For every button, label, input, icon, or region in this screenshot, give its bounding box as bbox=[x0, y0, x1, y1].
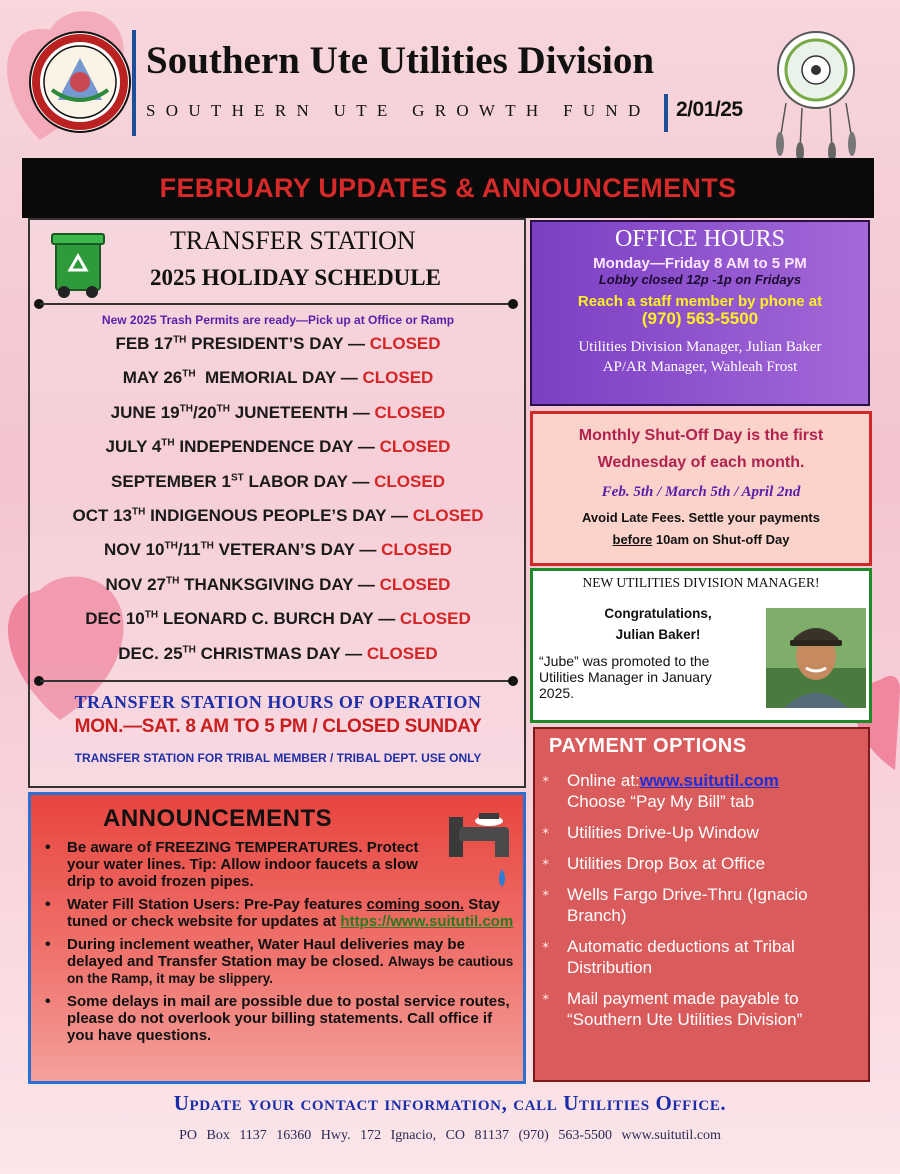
banner-text: FEBRUARY UPDATES & ANNOUNCEMENTS bbox=[159, 172, 737, 203]
date-suffix: TH bbox=[144, 609, 159, 621]
holiday-name: PRESIDENT’S DAY — bbox=[186, 334, 370, 353]
date-suffix: TH bbox=[200, 540, 214, 552]
payment-heading: PAYMENT OPTIONS bbox=[549, 735, 747, 757]
payment-option: Automatic deductions at Tribal Distribution bbox=[567, 937, 795, 977]
lobby-note: Lobby closed 12p -1p on Fridays bbox=[598, 272, 802, 287]
transfer-station-heading: TRANSFER STATION bbox=[170, 226, 416, 255]
new-manager-heading: NEW UTILITIES DIVISION MANAGER! bbox=[582, 575, 820, 590]
coming-soon-emphasis: coming soon. bbox=[366, 896, 465, 913]
announcements-heading: ANNOUNCEMENTS bbox=[103, 805, 333, 832]
congratulations bbox=[563, 603, 753, 645]
holiday-row bbox=[30, 540, 526, 560]
date-suffix: TH bbox=[182, 643, 196, 655]
closed-status: CLOSED bbox=[379, 437, 451, 457]
issue-date: 2/01/25 bbox=[676, 98, 743, 121]
holiday-date: NOV 10 bbox=[104, 540, 165, 560]
staff-list bbox=[532, 337, 868, 377]
bullet-icon: ✶ bbox=[541, 940, 551, 952]
announcement-text: Some delays in mail are possible due to postal service routes, please do not overlook your billing statements. Call office if you have questions. bbox=[67, 993, 510, 1044]
list-item bbox=[39, 936, 519, 987]
holiday-row bbox=[30, 472, 526, 492]
closed-status: CLOSED bbox=[381, 540, 452, 560]
date-suffix: TH bbox=[164, 540, 178, 552]
holiday-date-2: /20 bbox=[192, 402, 217, 422]
shutoff-line1: Monthly Shut-Off Day is the first bbox=[578, 427, 824, 444]
holiday-date: FEB 17 bbox=[115, 334, 174, 353]
list-item bbox=[535, 884, 868, 926]
holiday-date: NOV 27 bbox=[105, 574, 167, 594]
divider bbox=[132, 30, 136, 136]
bullet-icon: ✶ bbox=[541, 826, 551, 838]
date-suffix: ST bbox=[231, 471, 244, 483]
office-phone: (970) 563-5500 bbox=[641, 309, 759, 328]
holiday-name: INDEPENDENCE DAY — bbox=[174, 437, 380, 457]
manager-description: “Jube” was promoted to the Utilities Manager in January 2025. bbox=[539, 653, 712, 701]
holiday-name: MEMORIAL DAY — bbox=[195, 368, 363, 388]
closed-status: CLOSED bbox=[399, 609, 471, 629]
shutoff-heading bbox=[533, 422, 869, 476]
holiday-date: MAY 26 bbox=[122, 368, 183, 388]
holiday-row bbox=[30, 609, 526, 629]
bullet-icon: ✶ bbox=[541, 857, 551, 869]
contact-update-notice: Update your contact information, call Utilities Office. bbox=[173, 1091, 727, 1115]
new-manager-panel bbox=[530, 568, 872, 723]
announcement-text: During inclement weather, Water Haul deliveries may be delayed and Transfer Station may be closed. bbox=[67, 936, 465, 970]
holiday-name: INDIGENOUS PEOPLE’S DAY — bbox=[145, 506, 413, 525]
holiday-row bbox=[30, 403, 526, 423]
announcement-text: Stay tuned or check website for updates at bbox=[67, 896, 500, 930]
holiday-date: JULY 4 bbox=[105, 437, 162, 457]
list-item bbox=[39, 896, 519, 930]
date-suffix: TH bbox=[216, 403, 230, 415]
growth-fund-subtitle: SOUTHERN UTE GROWTH FUND bbox=[146, 101, 651, 120]
announcements-panel bbox=[28, 792, 526, 1084]
date-suffix: TH bbox=[132, 506, 146, 518]
holiday-date-2: /11 bbox=[177, 540, 201, 560]
before-emphasis: before bbox=[612, 532, 653, 547]
ramp-warning: Always be cautious on the Ramp, it may be slippery. bbox=[67, 954, 514, 986]
pay-my-bill-tab: Choose “Pay My Bill” tab bbox=[567, 792, 755, 811]
bullet-icon: ✶ bbox=[541, 774, 551, 786]
dreamcatcher-seal-icon bbox=[766, 28, 866, 158]
holiday-date: DEC. 25 bbox=[118, 643, 183, 663]
shutoff-line2: Wednesday of each month. bbox=[597, 454, 805, 471]
bullet-icon: ✶ bbox=[541, 992, 551, 1004]
date-suffix: TH bbox=[179, 403, 193, 415]
payment-option: Mail payment made payable to “Southern Ute Utilities Division” bbox=[567, 989, 803, 1029]
hours-heading: TRANSFER STATION HOURS OF OPERATION bbox=[74, 692, 482, 712]
permit-note: New 2025 Trash Permits are ready—Pick up at Office or Ramp bbox=[101, 313, 455, 327]
office-hours-panel bbox=[530, 220, 870, 406]
division-manager: Utilities Division Manager, Julian Baker bbox=[578, 339, 822, 355]
divider bbox=[40, 303, 514, 305]
holiday-name: LEONARD C. BURCH DAY — bbox=[158, 609, 400, 629]
holiday-name: VETERAN’S DAY — bbox=[213, 540, 382, 560]
list-item bbox=[535, 770, 868, 812]
closed-status: CLOSED bbox=[374, 471, 445, 491]
holiday-row bbox=[30, 644, 526, 664]
holiday-row bbox=[30, 368, 526, 388]
bullet-icon: ✶ bbox=[541, 888, 551, 900]
holiday-name: CHRISTMAS DAY — bbox=[195, 643, 367, 663]
page-title: Southern Ute Utilities Division bbox=[146, 39, 655, 82]
list-item bbox=[535, 936, 868, 978]
divider bbox=[664, 94, 668, 132]
payment-option: Utilities Drop Box at Office bbox=[567, 854, 766, 873]
congrats-line1: Congratulations, bbox=[604, 606, 712, 621]
date-suffix: TH bbox=[173, 334, 187, 346]
office-hours-heading: OFFICE HOURS bbox=[614, 226, 786, 252]
late-fee-time: 10am on Shut-off Day bbox=[652, 532, 790, 547]
address-line: PO Box 1137 16360 Hwy. 172 Ignacio, CO 81137 (970) 563-5500 www.suitutil.com bbox=[179, 1128, 721, 1143]
payment-options-panel bbox=[533, 727, 870, 1082]
holiday-date: JUNE 19 bbox=[110, 402, 180, 422]
holiday-date: DEC 10 bbox=[85, 609, 145, 629]
holiday-row bbox=[30, 575, 526, 595]
closed-status: CLOSED bbox=[369, 334, 441, 353]
holiday-row bbox=[30, 334, 526, 354]
hours-note: TRANSFER STATION FOR TRIBAL MEMBER / TRIBAL DEPT. USE ONLY bbox=[74, 751, 482, 765]
trash-bin-icon bbox=[50, 228, 112, 300]
tribal-seal-icon bbox=[28, 30, 132, 134]
late-fee-note bbox=[533, 507, 869, 551]
announcement-text: Water Fill Station Users: Pre-Pay features bbox=[67, 896, 367, 913]
rule-dot bbox=[508, 299, 518, 309]
congrats-line2: Julian Baker! bbox=[615, 627, 701, 642]
late-fee-line2 bbox=[533, 529, 869, 551]
list-item bbox=[39, 993, 519, 1044]
payment-option: Wells Fargo Drive-Thru (Ignacio Branch) bbox=[567, 885, 808, 925]
list-item bbox=[39, 839, 427, 890]
date-suffix: TH bbox=[166, 575, 180, 587]
closed-status: CLOSED bbox=[362, 368, 434, 388]
divider bbox=[40, 680, 514, 682]
payment-list bbox=[535, 770, 868, 1030]
date-suffix: TH bbox=[161, 437, 175, 449]
shutoff-panel bbox=[530, 411, 872, 566]
holiday-name: LABOR DAY — bbox=[243, 471, 375, 491]
reach-staff-text: Reach a staff member by phone at bbox=[577, 293, 823, 310]
list-item bbox=[535, 988, 868, 1030]
transfer-station-panel bbox=[28, 218, 526, 788]
online-label: Online at: bbox=[567, 771, 640, 790]
payment-option: Utilities Drive-Up Window bbox=[567, 823, 759, 842]
announcement-list bbox=[39, 839, 519, 1050]
closed-status: CLOSED bbox=[412, 506, 484, 525]
holiday-row bbox=[30, 506, 526, 526]
holiday-name: THANKSGIVING DAY — bbox=[179, 574, 380, 594]
rule-dot bbox=[508, 676, 518, 686]
closed-status: CLOSED bbox=[366, 643, 438, 663]
holiday-row bbox=[30, 437, 526, 457]
office-days: Monday—Friday 8 AM to 5 PM bbox=[593, 255, 807, 272]
holiday-date: SEPTEMBER 1 bbox=[111, 471, 231, 491]
date-suffix: TH bbox=[182, 368, 196, 380]
list-item bbox=[535, 853, 868, 874]
holiday-name: JUNETEENTH — bbox=[229, 402, 375, 422]
apar-manager: AP/AR Manager, Wahleah Frost bbox=[602, 359, 798, 375]
reach-staff bbox=[532, 293, 868, 327]
holiday-date: OCT 13 bbox=[72, 506, 132, 525]
holiday-schedule-heading: 2025 HOLIDAY SCHEDULE bbox=[150, 265, 441, 290]
closed-status: CLOSED bbox=[374, 402, 446, 422]
announcement-text: Be aware of FREEZING TEMPERATURES. Protect your water lines. Tip: Allow indoor faucets a slow drip to avoid frozen pipes. bbox=[67, 839, 419, 890]
payment-website-link[interactable]: www.suitutil.com bbox=[639, 771, 779, 790]
list-item bbox=[535, 822, 868, 843]
manager-portrait-icon bbox=[766, 608, 866, 708]
closed-status: CLOSED bbox=[379, 574, 451, 594]
website-link[interactable]: https://www.suitutil.com bbox=[340, 913, 514, 930]
shutoff-dates: Feb. 5th / March 5th / April 2nd bbox=[601, 484, 801, 500]
late-fee-line1: Avoid Late Fees. Settle your payments bbox=[582, 510, 820, 525]
hours-value: MON.—SAT. 8 AM TO 5 PM / CLOSED SUNDAY bbox=[74, 716, 482, 737]
announcement-banner bbox=[22, 158, 874, 218]
